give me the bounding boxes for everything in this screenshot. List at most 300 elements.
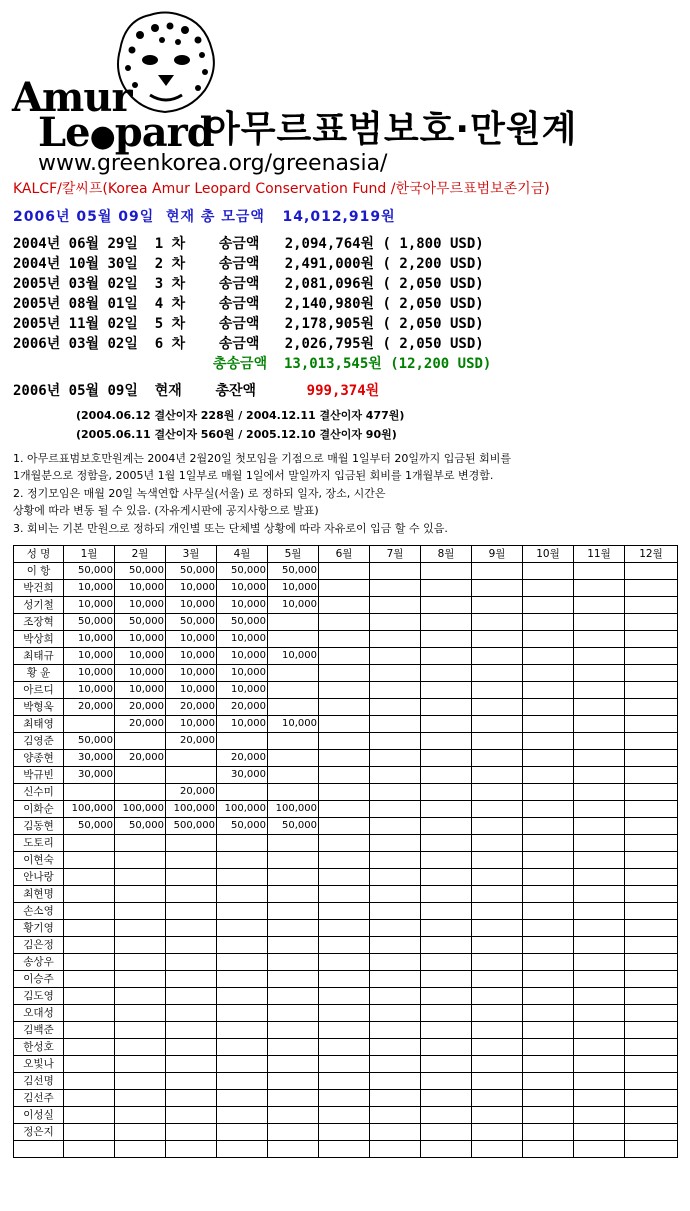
dues-cell: 10,000: [268, 716, 319, 733]
dues-cell: [370, 1039, 421, 1056]
dues-cell: 10,000: [166, 665, 217, 682]
dues-cell: [370, 869, 421, 886]
dues-cell: 50,000: [115, 563, 166, 580]
dues-cell: [472, 971, 523, 988]
dues-cell: [319, 665, 370, 682]
dues-cell: [523, 920, 574, 937]
dues-cell: [319, 1073, 370, 1090]
dues-cell: [64, 971, 115, 988]
payment-usd: ( 1,800 USD): [382, 236, 484, 252]
payment-row: [13, 333, 484, 353]
logo-korean-title: 아무르표범보호·만원계: [205, 109, 578, 150]
dues-cell: 10,000: [64, 682, 115, 699]
dues-cell: 10,000: [115, 648, 166, 665]
dues-cell: [625, 1124, 678, 1141]
dues-cell: [115, 988, 166, 1005]
dues-cell: [217, 852, 268, 869]
dues-cell: [421, 767, 472, 784]
dues-cell: [472, 1039, 523, 1056]
dues-cell: [523, 767, 574, 784]
dues-cell: [625, 767, 678, 784]
header-month: 12월: [625, 546, 678, 563]
dues-cell: [319, 954, 370, 971]
dues-cell: [625, 1039, 678, 1056]
dues-cell: [523, 784, 574, 801]
dues-cell: 10,000: [217, 665, 268, 682]
table-row: [14, 1090, 678, 1107]
dues-cell: [115, 971, 166, 988]
dues-cell: [217, 835, 268, 852]
dues-cell: [625, 665, 678, 682]
dues-cell: [370, 886, 421, 903]
dues-cell: 10,000: [268, 580, 319, 597]
table-row: [14, 716, 678, 733]
member-name: 성기철: [14, 597, 64, 614]
member-name: 안나랑: [14, 869, 64, 886]
dues-cell: [523, 903, 574, 920]
member-name: 김선주: [14, 1090, 64, 1107]
dues-cell: [217, 920, 268, 937]
member-name: 오빛나: [14, 1056, 64, 1073]
payment-label: 송금액: [218, 296, 260, 312]
dues-cell: [268, 1022, 319, 1039]
payment-round: 2 차: [154, 256, 186, 272]
dues-cell: [625, 1073, 678, 1090]
payment-amount: 2,140,980원: [284, 296, 375, 312]
dues-cell: [268, 1124, 319, 1141]
dues-cell: [625, 1022, 678, 1039]
payment-amount: 2,094,764원: [284, 236, 375, 252]
table-row: [14, 903, 678, 920]
dues-cell: [523, 1056, 574, 1073]
dues-cell: [421, 631, 472, 648]
member-name: 최태규: [14, 648, 64, 665]
dues-cell: [64, 716, 115, 733]
dues-cell: [166, 886, 217, 903]
dues-cell: 10,000: [268, 597, 319, 614]
dues-cell: [217, 733, 268, 750]
payment-usd: ( 2,050 USD): [382, 296, 484, 312]
dues-cell: [166, 1124, 217, 1141]
dues-cell: [574, 869, 625, 886]
payment-round: 1 차: [154, 236, 186, 252]
dues-cell: [319, 920, 370, 937]
dues-cell: [574, 852, 625, 869]
dues-cell: [421, 750, 472, 767]
dues-cell: [574, 1124, 625, 1141]
dues-cell: [268, 988, 319, 1005]
dues-cell: [421, 988, 472, 1005]
interest-line: (2004.06.12 결산이자 228원 / 2004.12.11 결산이자 477원): [76, 409, 405, 422]
payment-round: 3 차: [154, 276, 186, 292]
dues-cell: [166, 937, 217, 954]
dues-cell: [319, 1005, 370, 1022]
dues-cell: [472, 1005, 523, 1022]
dues-cell: 50,000: [166, 563, 217, 580]
dues-cell: [421, 903, 472, 920]
dues-cell: [115, 869, 166, 886]
dues-cell: [115, 1073, 166, 1090]
dues-cell: [421, 886, 472, 903]
dues-cell: [574, 1056, 625, 1073]
payment-amount: 2,026,795원: [284, 336, 375, 352]
dues-cell: 10,000: [64, 631, 115, 648]
dues-cell: [166, 920, 217, 937]
dues-cell: [523, 835, 574, 852]
dues-cell: [472, 580, 523, 597]
dues-cell: [370, 665, 421, 682]
dues-table: [13, 545, 678, 1158]
member-name: 황 윤: [14, 665, 64, 682]
member-name: 황기영: [14, 920, 64, 937]
dues-cell: 10,000: [64, 580, 115, 597]
dues-cell: 30,000: [64, 767, 115, 784]
member-name: 신수미: [14, 784, 64, 801]
dues-cell: [574, 988, 625, 1005]
header-month: 9월: [472, 546, 523, 563]
dues-cell: 100,000: [64, 801, 115, 818]
member-name: 한성호: [14, 1039, 64, 1056]
dues-cell: [217, 937, 268, 954]
dues-cell: 30,000: [64, 750, 115, 767]
payment-amount: 2,178,905원: [284, 316, 375, 332]
dues-cell: [319, 1056, 370, 1073]
dues-cell: [370, 937, 421, 954]
dues-cell: [421, 597, 472, 614]
dues-cell: [166, 954, 217, 971]
table-row: [14, 937, 678, 954]
dues-cell: [523, 869, 574, 886]
dues-cell: [319, 1090, 370, 1107]
dues-cell: [523, 665, 574, 682]
dues-cell: 10,000: [217, 716, 268, 733]
dues-cell: [421, 852, 472, 869]
dues-cell: 10,000: [217, 580, 268, 597]
dues-cell: [574, 665, 625, 682]
table-row: [14, 1141, 678, 1158]
payment-date: 2005년 11월 02일: [13, 316, 138, 332]
member-name: 손소영: [14, 903, 64, 920]
logo-url: www.greenkorea.org/greenasia/: [38, 151, 388, 176]
dues-cell: [625, 971, 678, 988]
member-name: 박건희: [14, 580, 64, 597]
dues-cell: [319, 988, 370, 1005]
member-name: 오대성: [14, 1005, 64, 1022]
dues-cell: [574, 750, 625, 767]
dues-cell: [217, 1022, 268, 1039]
dues-cell: [268, 869, 319, 886]
dues-cell: [319, 801, 370, 818]
dues-cell: [166, 1022, 217, 1039]
dues-cell: [64, 835, 115, 852]
dues-cell: [166, 971, 217, 988]
dues-cell: [268, 835, 319, 852]
dues-cell: [625, 1107, 678, 1124]
dues-cell: 10,000: [268, 648, 319, 665]
dues-cell: [472, 954, 523, 971]
dues-cell: [625, 580, 678, 597]
table-row: [14, 954, 678, 971]
table-row: [14, 886, 678, 903]
payment-usd: ( 2,050 USD): [382, 336, 484, 352]
dues-cell: [421, 1022, 472, 1039]
dues-cell: [319, 750, 370, 767]
dues-cell: [472, 665, 523, 682]
payment-row: [13, 233, 484, 253]
dues-cell: [268, 937, 319, 954]
dues-cell: [472, 614, 523, 631]
dues-cell: [370, 733, 421, 750]
dues-cell: [523, 1090, 574, 1107]
dues-cell: [574, 563, 625, 580]
dues-cell: 20,000: [115, 750, 166, 767]
dues-cell: [319, 971, 370, 988]
dues-cell: [421, 733, 472, 750]
logo-leopard-text: Le●pard: [38, 109, 214, 156]
dues-cell: [217, 1039, 268, 1056]
dues-cell: 10,000: [166, 648, 217, 665]
dues-cell: [319, 818, 370, 835]
dues-cell: 100,000: [268, 801, 319, 818]
dues-cell: [472, 648, 523, 665]
dues-cell: [268, 920, 319, 937]
dues-cell: [319, 580, 370, 597]
dues-cell: [319, 563, 370, 580]
dues-cell: [166, 1005, 217, 1022]
dues-cell: [625, 597, 678, 614]
header-month: 2월: [115, 546, 166, 563]
dues-cell: [166, 1107, 217, 1124]
dues-cell: [472, 1107, 523, 1124]
table-row: [14, 818, 678, 835]
member-name: 이성실: [14, 1107, 64, 1124]
dues-cell: [217, 1073, 268, 1090]
member-name: 김영준: [14, 733, 64, 750]
dues-cell: [115, 1056, 166, 1073]
dues-cell: [625, 614, 678, 631]
dues-cell: [421, 920, 472, 937]
dues-cell: [472, 937, 523, 954]
dues-cell: [217, 1005, 268, 1022]
dues-cell: [268, 1090, 319, 1107]
dues-cell: [64, 1090, 115, 1107]
dues-cell: [370, 1124, 421, 1141]
dues-cell: [319, 682, 370, 699]
dues-cell: [625, 648, 678, 665]
dues-cell: 10,000: [217, 648, 268, 665]
table-row: [14, 750, 678, 767]
dues-cell: [421, 1141, 472, 1158]
dues-cell: [472, 903, 523, 920]
payment-round: 4 차: [154, 296, 186, 312]
table-row: [14, 971, 678, 988]
dues-cell: [523, 631, 574, 648]
dues-cell: [574, 937, 625, 954]
dues-cell: [319, 597, 370, 614]
dues-cell: [268, 631, 319, 648]
header-month: 7월: [370, 546, 421, 563]
header-month: 3월: [166, 546, 217, 563]
dues-cell: 50,000: [166, 614, 217, 631]
dues-cell: [625, 1141, 678, 1158]
dues-cell: 50,000: [115, 818, 166, 835]
dues-cell: [523, 614, 574, 631]
dues-cell: [115, 1039, 166, 1056]
dues-cell: [115, 1090, 166, 1107]
dues-cell: [574, 920, 625, 937]
dues-cell: [625, 903, 678, 920]
dues-cell: 50,000: [217, 818, 268, 835]
dues-cell: [217, 1124, 268, 1141]
member-name: 이 항: [14, 563, 64, 580]
dues-cell: [574, 597, 625, 614]
header-month: 1월: [64, 546, 115, 563]
payment-round: 6 차: [154, 336, 186, 352]
dues-cell: [217, 903, 268, 920]
dues-cell: [370, 988, 421, 1005]
dues-cell: [319, 1107, 370, 1124]
table-row: [14, 767, 678, 784]
dues-cell: 10,000: [217, 631, 268, 648]
table-row: [14, 1056, 678, 1073]
payment-usd: ( 2,050 USD): [382, 316, 484, 332]
dues-cell: [64, 1039, 115, 1056]
dues-cell: [625, 954, 678, 971]
header-month: 5월: [268, 546, 319, 563]
dues-cell: [472, 597, 523, 614]
member-name: 김동현: [14, 818, 64, 835]
dues-cell: [268, 1107, 319, 1124]
dues-cell: [472, 1090, 523, 1107]
dues-cell: [421, 580, 472, 597]
dues-cell: 20,000: [166, 784, 217, 801]
member-name: 정은지: [14, 1124, 64, 1141]
dues-cell: 100,000: [217, 801, 268, 818]
dues-cell: [166, 1039, 217, 1056]
dues-cell: [574, 1005, 625, 1022]
dues-cell: [523, 1039, 574, 1056]
dues-cell: [472, 835, 523, 852]
dues-cell: [370, 852, 421, 869]
dues-cell: [472, 801, 523, 818]
member-name: 최현명: [14, 886, 64, 903]
dues-cell: [319, 784, 370, 801]
dues-cell: [574, 580, 625, 597]
dues-cell: [421, 1107, 472, 1124]
dues-cell: [421, 1090, 472, 1107]
member-name: 조장혁: [14, 614, 64, 631]
dues-cell: 20,000: [166, 699, 217, 716]
dues-cell: [166, 1090, 217, 1107]
dues-cell: [370, 1005, 421, 1022]
table-row: [14, 852, 678, 869]
table-row: [14, 801, 678, 818]
dues-cell: [268, 1073, 319, 1090]
dues-cell: [421, 1056, 472, 1073]
dues-cell: [319, 1124, 370, 1141]
table-row: [14, 869, 678, 886]
dues-cell: [574, 716, 625, 733]
dues-cell: [115, 903, 166, 920]
dues-cell: [523, 1005, 574, 1022]
dues-cell: [319, 903, 370, 920]
table-row: [14, 699, 678, 716]
dues-cell: [625, 886, 678, 903]
dues-cell: [370, 1056, 421, 1073]
dues-cell: [472, 1141, 523, 1158]
dues-cell: [625, 563, 678, 580]
dues-cell: [421, 954, 472, 971]
dues-cell: [64, 920, 115, 937]
dues-cell: [370, 750, 421, 767]
dues-cell: [625, 988, 678, 1005]
member-name: 박상희: [14, 631, 64, 648]
dues-cell: [421, 1005, 472, 1022]
dues-cell: 50,000: [268, 818, 319, 835]
dues-cell: 50,000: [115, 614, 166, 631]
dues-cell: [115, 835, 166, 852]
dues-cell: [421, 937, 472, 954]
dues-cell: [64, 1056, 115, 1073]
dues-cell: 100,000: [115, 801, 166, 818]
table-row: [14, 988, 678, 1005]
dues-cell: [64, 988, 115, 1005]
dues-cell: [472, 1022, 523, 1039]
dues-cell: [421, 1073, 472, 1090]
dues-cell: 10,000: [64, 665, 115, 682]
dues-cell: [64, 869, 115, 886]
dues-cell: 20,000: [115, 716, 166, 733]
dues-cell: [319, 1039, 370, 1056]
dues-cell: [523, 1124, 574, 1141]
dues-cell: [268, 733, 319, 750]
payment-usd: ( 2,200 USD): [382, 256, 484, 272]
dues-cell: [574, 886, 625, 903]
dues-cell: [523, 954, 574, 971]
dues-cell: [166, 1073, 217, 1090]
dues-cell: [370, 1073, 421, 1090]
dues-cell: [370, 648, 421, 665]
dues-cell: [523, 988, 574, 1005]
member-name: 김도영: [14, 988, 64, 1005]
dues-cell: [268, 750, 319, 767]
dues-cell: [64, 1107, 115, 1124]
payment-label: 송금액: [218, 276, 260, 292]
dues-cell: [370, 1090, 421, 1107]
dues-cell: [625, 835, 678, 852]
dues-cell: [421, 648, 472, 665]
dues-cell: [370, 1022, 421, 1039]
payment-row: [13, 293, 484, 313]
dues-cell: [472, 733, 523, 750]
table-row: [14, 648, 678, 665]
dues-cell: [217, 988, 268, 1005]
dues-cell: [625, 784, 678, 801]
payment-date: 2005년 08월 01일: [13, 296, 138, 312]
header-month: 6월: [319, 546, 370, 563]
dues-cell: [421, 1124, 472, 1141]
dues-cell: 20,000: [166, 733, 217, 750]
table-row: [14, 733, 678, 750]
dues-cell: [115, 852, 166, 869]
dues-cell: [64, 1141, 115, 1158]
dues-cell: [574, 631, 625, 648]
payment-date: 2004년 06월 29일: [13, 236, 138, 252]
header-name: 성 명: [14, 546, 64, 563]
dues-cell: [115, 784, 166, 801]
dues-cell: [217, 1141, 268, 1158]
dues-cell: [574, 767, 625, 784]
